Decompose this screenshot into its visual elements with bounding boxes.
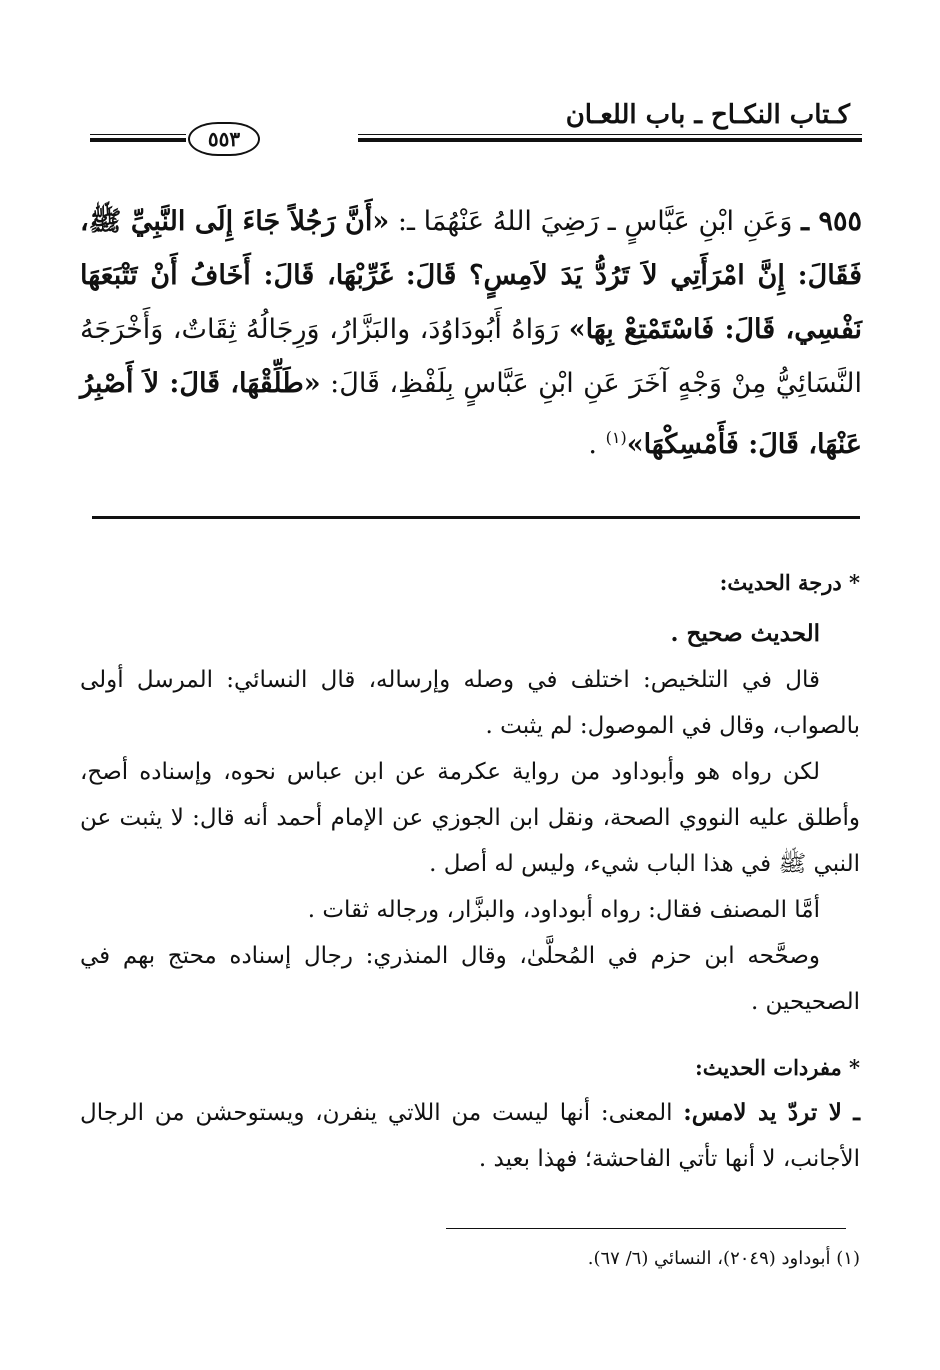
page-number: ٥٥٣: [188, 122, 260, 156]
footnote: (١) أبوداود (٢٠٤٩)، النسائي (٦/ ٦٧).: [587, 1248, 860, 1269]
hadith-text: [80, 195, 862, 472]
vocab-section: [80, 1055, 860, 1182]
grade-paragraph-4: وصحَّحه ابن حزم في المُحلَّىٰ، وقال المنذري: رجال إسناده محتج بهم في الصحيحين .: [80, 943, 860, 1015]
hadith-intro: وَعَنِ ابْنِ عَبَّاسٍ ـ رَضِيَ اللهُ عَنْهُمَا ـ:: [397, 206, 793, 237]
grade-paragraph-3: أمَّا المصنف فقال: رواه أبوداود، والبزَّار، ورجاله ثقات .: [307, 897, 820, 923]
chapter-title: كـتاب النكـاح ـ باب اللعـان: [565, 100, 850, 130]
hadith-number: ٩٥٥ ـ: [801, 206, 862, 237]
hadith-end: .: [588, 429, 597, 460]
grade-paragraph-1: قال في التلخيص: اختلف في وصله وإرساله، قال النسائي: المرسل أولى بالصواب، وقال في الموصول: لم يثبت .: [80, 667, 860, 739]
header-rule-right: [358, 134, 862, 143]
hadith-narration: رَوَاهُ أَبُودَاوُدَ، والبَزَّارُ، وَرِجَالُهُ ثِقَاتٌ، وَأَخْرَجَهُ النَّسَائِيُّ مِنْ وَجْهٍ آخَرَ عَنِ ابْنِ عَبَّاسٍ بِلَفْظِ، قَالَ:: [80, 314, 863, 399]
grade-paragraph-2: لكن رواه هو وأبوداود من رواية عكرمة عن ابن عباس نحوه، وإسناده أصح، وأطلق عليه النووي الصحة، ونقل ابن الجوزي عن الإمام أحمد أنه قال: لا يثبت عن النبي ﷺ في هذا الباب شيء، وليس له أصل .: [80, 759, 860, 877]
grade-body: [80, 611, 860, 1025]
vocab-entry: [80, 1090, 860, 1182]
header-rule-left: [90, 134, 186, 143]
grade-verdict: الحديث صحيح .: [670, 620, 820, 647]
vocab-definition: المعنى: أنها ليست من اللاتي ينفرن، ويستوحشن من الرجال الأجانب، لا أنها تأتي الفاحشة؛ فهذا بعيد .: [80, 1100, 860, 1172]
vocab-term: ـ لا تردّ يد لامس:: [683, 1099, 860, 1126]
hadith-quote-2: «طَلِّقْهَا، قَالَ: لاَ أَصْبِرُ عَنْهَا، قَالَ: فَأَمْسِكْهَا»: [80, 368, 862, 460]
hadith-quote-1: «أَنَّ رَجُلاً جَاءَ إِلَى النَّبِيِّ ﷺ، فَقَالَ: إِنَّ امْرَأَتِي لاَ تَرُدُّ يَدَ لاَمِسٍ؟ قَالَ: غَرِّبْهَا، قَالَ: أَخَافُ أَنْ تَتْبَعَهَا نَفْسِي، قَالَ: فَاسْتَمْتِعْ بِهَا»: [80, 206, 862, 345]
footnote-ref[interactable]: (١): [605, 428, 627, 447]
vocab-heading: * مفردات الحديث:: [694, 1055, 860, 1080]
grade-section: [80, 570, 860, 1025]
footnote-rule: [446, 1228, 846, 1229]
grade-heading: * درجة الحديث:: [719, 570, 860, 595]
section-separator: [92, 516, 860, 519]
